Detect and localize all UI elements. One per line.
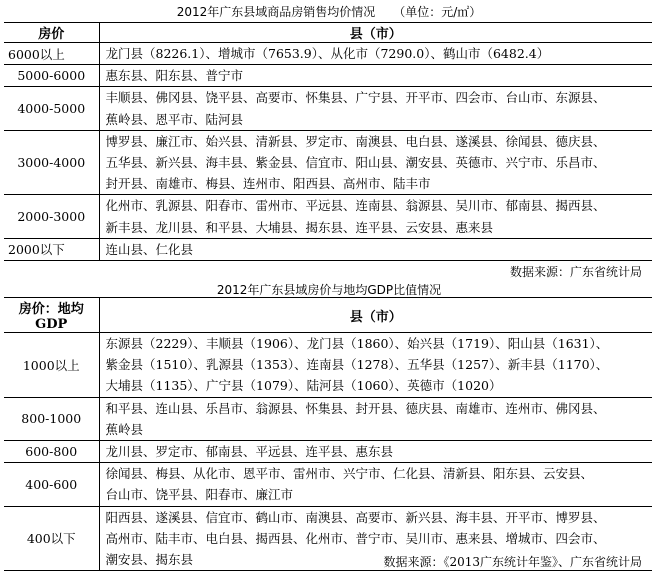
table-row (4, 238, 652, 260)
table1-row-line: 龙门县（8226.1）、增城市（7653.9）、从化市（7290.0）、鹤山市（6482.4） (105, 46, 550, 61)
table2-header-ratio: 房价：地均GDP (4, 298, 99, 333)
table2-row-range: 800-1000 (4, 397, 99, 440)
table2-row-line: 高州市、陆丰市、电白县、揭西县、化州市、普宁市、吴川市、惠来县、增城市、四会市、 (105, 530, 606, 546)
table2-row-line: 徐闻县、梅县、从化市、恩平市、雷州市、兴宁市、仁化县、清新县、阳东县、云安县、 (105, 466, 594, 482)
table2-source: 数据来源：《2013广东统计年鉴》、广东省统计局 (383, 555, 642, 569)
table1-row-line: 丰顺县、佛冈县、饶平县、高要市、怀集县、广宁县、开平市、四会市、台山市、东源县、 (105, 90, 606, 106)
table1-row-line: 五华县、新兴县、海丰县、紫金县、信宜市、阳山县、潮安县、英德市、兴宁市、乐昌市、 (105, 155, 606, 171)
table2-row-line: 紫金县（1510）、乳源县（1353）、连南县（1278）、五华县（1257）、新丰县（1170）、 (105, 357, 609, 373)
table1-title: 2012年广东县域商品房销售均价情况 (176, 5, 376, 19)
table2-row-line: 东源县（2229）、丰顺县（1906）、龙门县（1860）、始兴县（1719）、阳山县（1631）、 (105, 336, 609, 351)
price-table (4, 22, 652, 261)
table2-row-counties (99, 333, 652, 398)
table2-row-range: 400以下 (4, 506, 99, 571)
table1-row-counties (99, 238, 652, 260)
table1-row-range: 5000-6000 (4, 65, 99, 87)
table2-header-county: 县（市） (99, 298, 652, 333)
table1-row-counties (99, 195, 652, 238)
table1-unit: （单位：元/㎡） (393, 5, 482, 19)
table2-row-line: 阳西县、遂溪县、信宜市、鹤山市、南澳县、高要市、新兴县、海丰县、开平市、博罗县、 (105, 509, 606, 525)
table1-row-range: 6000以上 (4, 43, 99, 65)
table1-source: 数据来源：广东省统计局 (509, 265, 642, 279)
table2-row-line: 台山市、饶平县、阳春市、廉江市 (105, 487, 294, 503)
table1-row-counties (99, 65, 652, 87)
table2-row-counties (99, 463, 652, 506)
table-row (4, 333, 652, 398)
table1-row-range: 4000-5000 (4, 87, 99, 130)
table-row (4, 87, 652, 130)
table-row (4, 397, 652, 440)
table1-header-price: 房价 (4, 23, 99, 43)
table1-row-range: 2000以下 (4, 238, 99, 260)
table1-header-row (4, 23, 652, 43)
table2-row-range: 400-600 (4, 463, 99, 506)
table1-row-range: 3000-4000 (4, 130, 99, 195)
table2-row-line: 和平县、连山县、乐昌市、翁源县、怀集县、封开县、德庆县、南雄市、连州市、佛冈县、 (105, 400, 606, 416)
table1-header-county: 县（市） (99, 23, 652, 43)
table1-row-line: 蕉岭县、恩平市、陆河县 (105, 111, 244, 127)
table2-row-counties (99, 441, 652, 463)
table1-row-counties (99, 87, 652, 130)
table2-row-range: 1000以上 (4, 333, 99, 398)
table2-row-line: 龙川县、罗定市、郁南县、平远县、连平县、惠东县 (105, 444, 394, 460)
table-row (4, 441, 652, 463)
table-row (4, 130, 652, 195)
table1-row-line: 化州市、乳源县、阳春市、雷州市、平远县、连南县、翁源县、吴川市、郁南县、揭西县、 (105, 198, 606, 214)
table1-title-line (0, 5, 658, 19)
table2-row-counties (99, 397, 652, 440)
table2-title: 2012年广东县域房价与地均GDP比值情况 (216, 283, 442, 297)
table-row (4, 463, 652, 506)
table-row (4, 65, 652, 87)
table1-row-line: 惠东县、阳东县、普宁市 (105, 68, 244, 84)
table1-row-counties (99, 130, 652, 195)
table1-row-line: 连山县、仁化县 (105, 241, 194, 257)
table2-row-line: 潮安县、揭东县 (105, 552, 194, 568)
table2-row-range: 600-800 (4, 441, 99, 463)
ratio-table (4, 297, 652, 571)
table2-header-row (4, 298, 652, 333)
table2-row-line: 大埔县（1135）、广宁县（1079）、陆河县（1060）、英德市（1020） (105, 378, 502, 394)
table-row (4, 195, 652, 238)
table1-row-line: 封开县、南雄市、梅县、连州市、阳西县、高州市、陆丰市 (105, 176, 431, 192)
table1-row-line: 博罗县、廉江市、始兴县、清新县、罗定市、南澳县、电白县、遂溪县、徐闻县、德庆县、 (105, 133, 606, 149)
table1-row-range: 2000-3000 (4, 195, 99, 238)
table1-row-counties (99, 43, 652, 65)
table2-row-line: 蕉岭县 (105, 421, 144, 437)
table-row (4, 43, 652, 65)
table1-row-line: 新丰县、龙川县、和平县、大埔县、揭东县、连平县、云安县、惠来县 (105, 219, 494, 235)
